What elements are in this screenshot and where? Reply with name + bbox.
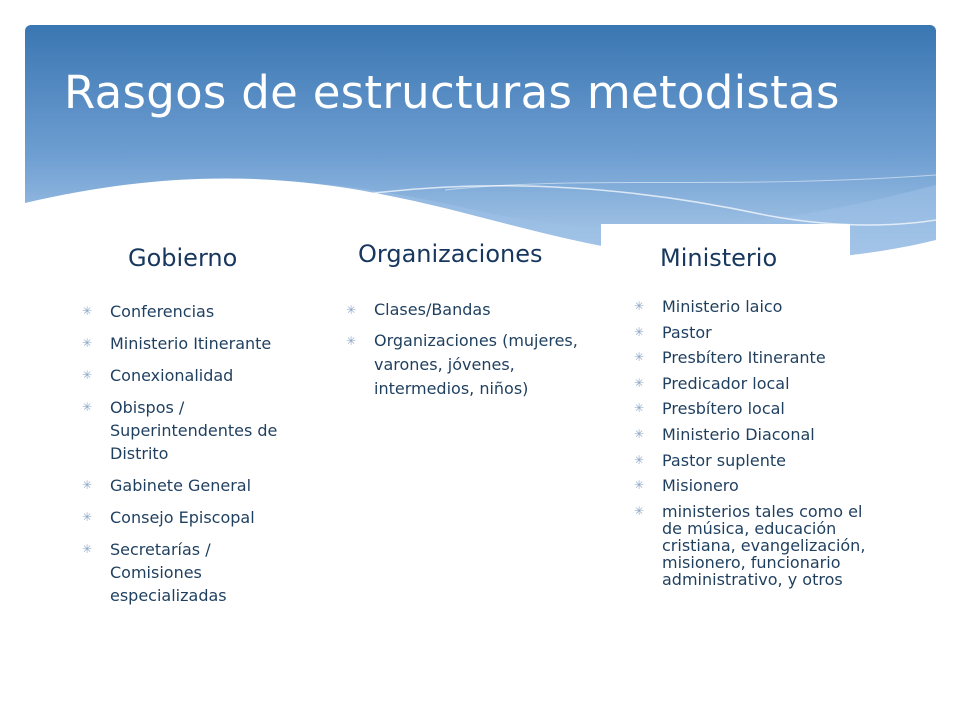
asterisk-bullet-icon: ✳ xyxy=(82,510,93,524)
list-item: ✳ Ministerio Itinerante xyxy=(82,334,272,353)
asterisk-bullet-icon: ✳ xyxy=(82,478,93,492)
gobierno-list xyxy=(82,300,287,616)
asterisk-bullet-icon: ✳ xyxy=(82,336,93,350)
list-item: ✳ Secretarías / Comisiones especializadas xyxy=(82,540,227,605)
list-item: ✳ Conferencias xyxy=(82,302,215,321)
asterisk-bullet-icon: ✳ xyxy=(634,478,645,493)
asterisk-bullet-icon: ✳ xyxy=(634,503,645,518)
list-item: ✳ Organizaciones (mujeres, varones, jóvenes, intermedios, niños) xyxy=(346,331,578,398)
list-item: ✳ Obispos / Superintendentes de Distrito xyxy=(82,398,278,463)
asterisk-bullet-icon: ✳ xyxy=(82,368,93,382)
list-item: ✳ Presbítero Itinerante xyxy=(634,348,826,368)
list-item: ✳ Pastor suplente xyxy=(634,450,786,470)
asterisk-bullet-icon: ✳ xyxy=(634,375,645,390)
list-item: ✳ Gabinete General xyxy=(82,476,252,495)
list-item: ✳ Clases/Bandas xyxy=(346,298,586,322)
list-item: ✳ Predicador local xyxy=(634,373,790,393)
asterisk-bullet-icon: ✳ xyxy=(634,350,645,365)
asterisk-bullet-icon: ✳ xyxy=(346,303,357,317)
list-item: ✳ Presbítero local xyxy=(634,399,785,419)
ministerio-list xyxy=(634,298,869,596)
list-item: ✳ Ministerio laico xyxy=(634,297,783,316)
column-heading-ministerio: Ministerio xyxy=(660,244,778,272)
list-item: ✳ ministerios tales como el de música, educación cristiana, evangelización, misionero, funcionario administrativo, y otros xyxy=(634,501,866,589)
list-item: ✳ Conexionalidad xyxy=(82,366,234,385)
slide-title: Rasgos de estructuras metodistas xyxy=(64,66,840,119)
asterisk-bullet-icon: ✳ xyxy=(634,452,645,467)
asterisk-bullet-icon: ✳ xyxy=(82,542,93,556)
asterisk-bullet-icon: ✳ xyxy=(634,324,645,339)
asterisk-bullet-icon: ✳ xyxy=(82,304,93,318)
column-heading-gobierno: Gobierno xyxy=(128,244,238,272)
organizaciones-list xyxy=(346,298,586,408)
asterisk-bullet-icon: ✳ xyxy=(82,400,93,414)
list-item: ✳ Pastor xyxy=(634,322,712,342)
list-item: ✳ Misionero xyxy=(634,476,739,496)
asterisk-bullet-icon: ✳ xyxy=(634,401,645,416)
asterisk-bullet-icon: ✳ xyxy=(346,334,357,348)
column-heading-organizaciones: Organizaciones xyxy=(358,240,543,268)
asterisk-bullet-icon: ✳ xyxy=(634,299,645,313)
asterisk-bullet-icon: ✳ xyxy=(634,426,645,441)
list-item: ✳ Consejo Episcopal xyxy=(82,508,255,527)
list-item: ✳ Ministerio Diaconal xyxy=(634,424,815,444)
